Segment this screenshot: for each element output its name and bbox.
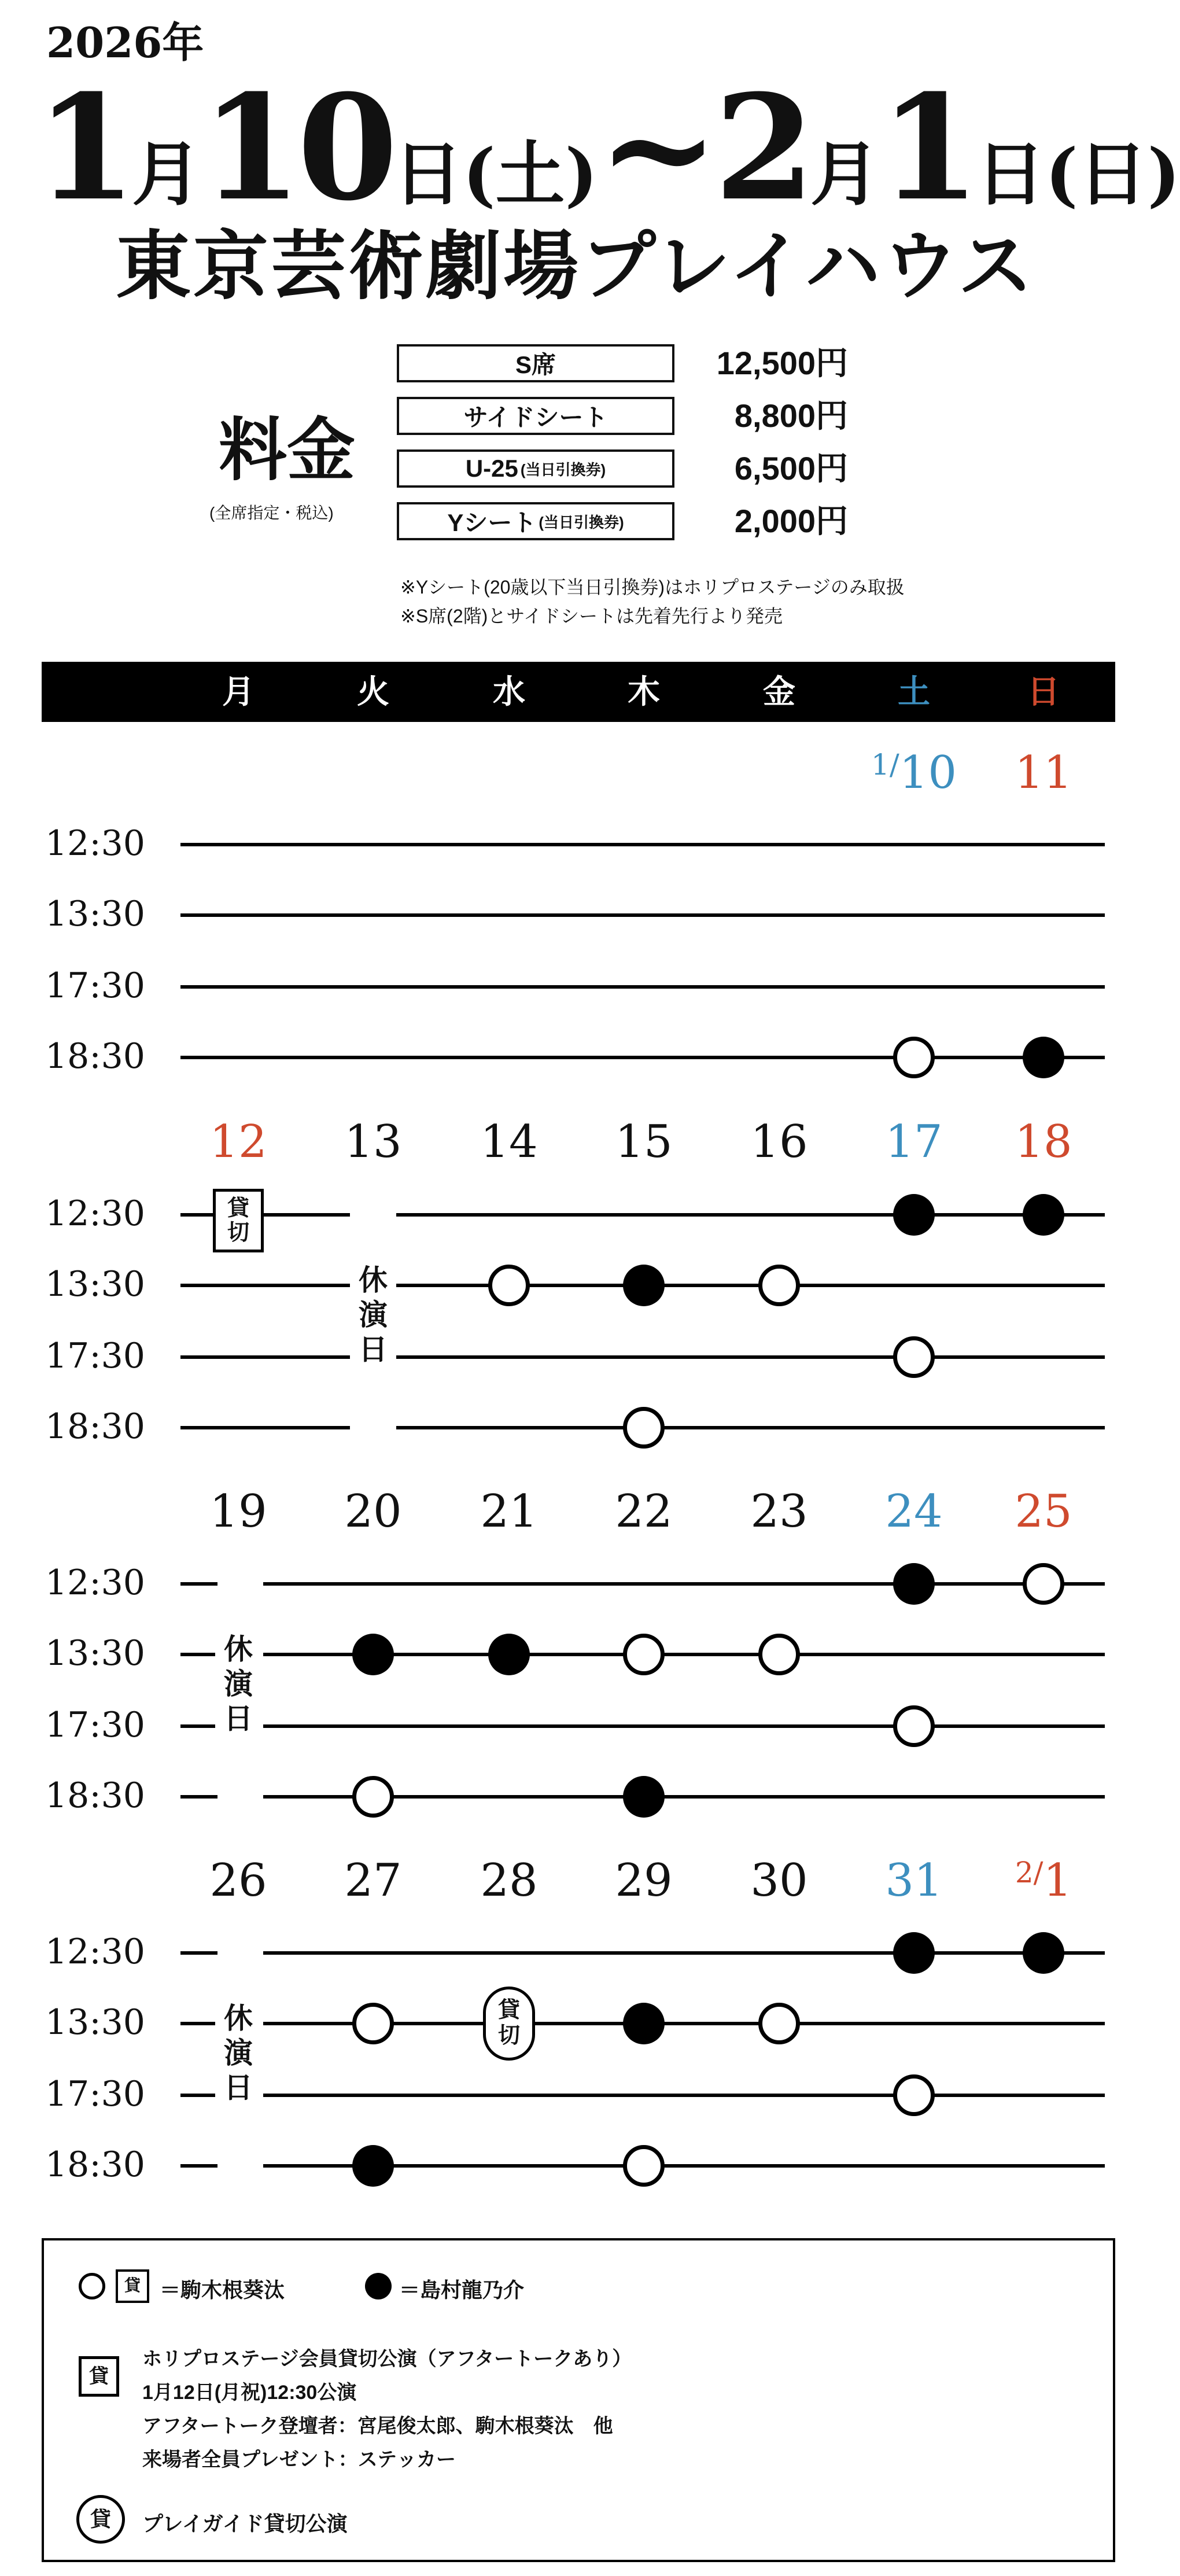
- open-circle-marker: [352, 2003, 394, 2044]
- time-label: 13:30: [45, 1633, 145, 1674]
- seat-type-s: [397, 344, 674, 382]
- open-circle-marker: [893, 2074, 935, 2116]
- time-label: 13:30: [45, 2002, 145, 2043]
- seat-sub: (当日引換券): [539, 513, 624, 531]
- weekday-label: 土: [898, 673, 930, 710]
- seat-type-u25: [397, 449, 674, 488]
- start-month: 1: [36, 62, 132, 233]
- day-number: [856, 1116, 972, 1168]
- day-number: [315, 1855, 431, 1907]
- weekday-label: 日: [1027, 673, 1060, 710]
- filled-circle-marker: [623, 1776, 665, 1818]
- member-kashi-line: 1月12日(月祝)12:30公演: [142, 2382, 357, 2404]
- weekday-label: 火: [357, 673, 389, 710]
- day-number: [451, 1116, 567, 1168]
- price-heading: 料金: [219, 412, 356, 489]
- member-kashi-info: [142, 2342, 632, 2477]
- timeline-row: [180, 1355, 1105, 1359]
- seat-label: Yシート: [447, 509, 537, 536]
- kashi-round-icon: [76, 2495, 125, 2544]
- day-value: 23: [750, 1486, 808, 1538]
- month-prefix: 2/: [1015, 1856, 1043, 1889]
- weekday-label: 金: [763, 673, 795, 710]
- seat-price: 2,000円: [734, 503, 848, 539]
- rest-gap: [217, 1793, 263, 1800]
- rest-gap: [217, 1580, 263, 1587]
- day-number: [721, 1116, 837, 1168]
- timeline-row: [180, 2094, 1105, 2097]
- time-label: 12:30: [45, 1562, 145, 1603]
- day-number: [586, 1855, 702, 1907]
- kashi-char: 貸: [124, 2276, 141, 2294]
- day-value: 14: [480, 1116, 538, 1168]
- month-unit: 月: [810, 134, 880, 215]
- day-number: [721, 1855, 837, 1907]
- day-number: [856, 747, 972, 799]
- day-value: 24: [885, 1486, 943, 1538]
- day-value: 27: [344, 1855, 402, 1907]
- rest-gap: [350, 1424, 396, 1431]
- filled-circle-marker: [488, 1634, 530, 1675]
- rest-day-char: 日: [350, 1335, 396, 1364]
- open-circle-marker: [623, 1634, 665, 1675]
- timeline-row: [180, 843, 1105, 846]
- kashi-square-icon: [116, 2269, 149, 2303]
- day-value: 10: [899, 747, 957, 799]
- seat-sub: (当日引換券): [520, 460, 606, 478]
- rest-gap: [217, 2162, 263, 2169]
- open-circle-marker: [623, 2145, 665, 2187]
- rest-day-char: 演: [215, 2039, 261, 2068]
- seat-type-y: [397, 502, 674, 540]
- open-circle-marker: [758, 1634, 800, 1675]
- member-kashi-line: アフタートーク登壇者：宮尾俊太郎、駒木根葵汰 他: [142, 2415, 613, 2437]
- performance-dates: [36, 62, 1180, 233]
- time-label: 18:30: [45, 1036, 145, 1077]
- price-footnote: ※Yシート(20歳以下当日引換券)はホリプロステージのみ取扱: [400, 577, 905, 598]
- price-note: (全席指定・税込): [209, 504, 334, 522]
- day-number: [986, 747, 1101, 799]
- day-value: 22: [615, 1486, 673, 1538]
- rest-gap: [350, 1211, 396, 1218]
- filled-circle-marker: [1023, 1932, 1064, 1974]
- end-weekday: (日): [1045, 134, 1180, 215]
- day-number: [315, 1116, 431, 1168]
- kashi-char: 切: [227, 1221, 249, 1245]
- start-day: 10: [201, 62, 393, 233]
- day-number: [856, 1855, 972, 1907]
- rest-day-char: 日: [215, 1704, 261, 1733]
- seat-label: S席: [515, 351, 556, 378]
- day-value: 15: [615, 1116, 673, 1168]
- end-day: 1: [879, 62, 976, 233]
- day-value: 25: [1015, 1486, 1072, 1538]
- header-year: 2026年: [46, 18, 204, 67]
- day-unit: 日: [975, 134, 1045, 215]
- filled-circle-marker: [893, 1932, 935, 1974]
- open-circle-label: ＝駒木根葵汰: [160, 2278, 285, 2302]
- timeline-row: [180, 1056, 1105, 1059]
- timeline-row: [180, 985, 1105, 989]
- open-circle-icon: [79, 2273, 105, 2299]
- day-number: [451, 1486, 567, 1538]
- day-value: 1: [1043, 1855, 1072, 1907]
- filled-circle-marker: [623, 2003, 665, 2044]
- guide-kashi-label: プレイガイド貸切公演: [142, 2512, 348, 2536]
- legend-box: [42, 2238, 1115, 2562]
- rest-day-char: 休: [215, 1635, 261, 1664]
- day-value: 26: [209, 1855, 267, 1907]
- kashi-square-icon: [79, 2356, 119, 2397]
- weekday-header-bar: [42, 662, 1115, 722]
- filled-circle-marker: [623, 1265, 665, 1306]
- day-unit: 日: [393, 134, 463, 215]
- time-label: 12:30: [45, 823, 145, 864]
- open-circle-marker: [623, 1407, 665, 1449]
- timeline-row: [180, 1951, 1105, 1955]
- time-label: 13:30: [45, 1264, 145, 1304]
- month-unit: 月: [131, 134, 201, 215]
- kashi-member-badge: [213, 1189, 264, 1252]
- time-label: 13:30: [45, 894, 145, 934]
- kashi-guide-badge: [483, 1987, 535, 2061]
- weekday-label: 月: [222, 673, 255, 710]
- kashi-char: 貸: [497, 1998, 520, 2022]
- day-value: 30: [750, 1855, 808, 1907]
- day-number: [451, 1855, 567, 1907]
- time-label: 17:30: [45, 2074, 145, 2114]
- filled-circle-icon: [365, 2273, 392, 2299]
- kashi-char: 貸: [90, 2507, 111, 2531]
- day-value: 31: [885, 1855, 943, 1907]
- open-circle-marker: [758, 2003, 800, 2044]
- rest-day-char: 休: [350, 1266, 396, 1295]
- day-number: [180, 1116, 296, 1168]
- day-number: [721, 1486, 837, 1538]
- end-month: 2: [714, 62, 810, 233]
- filled-circle-marker: [893, 1194, 935, 1236]
- filled-circle-marker: [1023, 1037, 1064, 1078]
- seat-label: サイドシート: [463, 404, 608, 431]
- time-label: 17:30: [45, 1705, 145, 1745]
- day-number: [986, 1116, 1101, 1168]
- time-label: 12:30: [45, 1193, 145, 1234]
- timeline-row: [180, 1213, 1105, 1217]
- day-number: [856, 1486, 972, 1538]
- day-value: 16: [750, 1116, 808, 1168]
- open-circle-marker: [1023, 1563, 1064, 1605]
- day-value: 21: [480, 1486, 538, 1538]
- timeline-row: [180, 913, 1105, 917]
- day-value: 19: [209, 1486, 267, 1538]
- weekday-label: 水: [493, 673, 525, 710]
- rest-gap: [217, 1949, 263, 1956]
- time-label: 18:30: [45, 2144, 145, 2185]
- day-number: [180, 1855, 296, 1907]
- seat-price: 12,500円: [716, 345, 848, 381]
- time-label: 18:30: [45, 1406, 145, 1447]
- open-circle-marker: [893, 1037, 935, 1078]
- timeline-row: [180, 1724, 1105, 1728]
- day-number: [586, 1486, 702, 1538]
- day-number: [315, 1486, 431, 1538]
- seat-type-side: [397, 397, 674, 435]
- kashi-char: 貸: [89, 2365, 109, 2387]
- time-label: 17:30: [45, 965, 145, 1006]
- month-prefix: 1/: [871, 748, 899, 782]
- day-value: 13: [344, 1116, 402, 1168]
- start-weekday: (土): [462, 134, 598, 215]
- day-value: 28: [480, 1855, 538, 1907]
- filled-circle-marker: [352, 2145, 394, 2187]
- rest-day-char: 演: [350, 1300, 396, 1329]
- filled-circle-marker: [352, 1634, 394, 1675]
- price-footnote: ※S席(2階)とサイドシートは先着先行より発売: [400, 606, 783, 627]
- day-value: 18: [1015, 1116, 1072, 1168]
- time-label: 18:30: [45, 1775, 145, 1816]
- seat-price: 8,800円: [734, 397, 848, 434]
- day-value: 12: [209, 1116, 267, 1168]
- day-number: [586, 1116, 702, 1168]
- open-circle-marker: [893, 1336, 935, 1378]
- rest-day-char: 休: [215, 2004, 261, 2033]
- day-number: [986, 1855, 1101, 1907]
- timeline-row: [180, 1582, 1105, 1586]
- weekday-label: 木: [628, 673, 660, 710]
- day-number: [986, 1486, 1101, 1538]
- filled-circle-marker: [893, 1563, 935, 1605]
- time-label: 12:30: [45, 1932, 145, 1972]
- kashi-char: 切: [497, 2024, 520, 2048]
- filled-circle-marker: [1023, 1194, 1064, 1236]
- day-number: [180, 1486, 296, 1538]
- open-circle-marker: [352, 1776, 394, 1818]
- kashi-char: 貸: [227, 1196, 249, 1221]
- seat-label: U-25: [465, 455, 518, 482]
- date-separator: ~: [598, 62, 714, 233]
- open-circle-marker: [893, 1705, 935, 1747]
- day-value: 11: [1015, 747, 1072, 799]
- member-kashi-line: ホリプロステージ会員貸切公演（アフタートークあり）: [142, 2348, 632, 2370]
- seat-price: 6,500円: [734, 450, 848, 487]
- rest-day-char: 日: [215, 2073, 261, 2102]
- venue-name: 東京芸術劇場プレイハウス: [116, 222, 1035, 310]
- day-value: 29: [615, 1855, 673, 1907]
- rest-day-char: 演: [215, 1670, 261, 1698]
- time-label: 17:30: [45, 1336, 145, 1376]
- filled-circle-label: ＝島村龍乃介: [399, 2278, 525, 2302]
- member-kashi-line: 来場者全員プレゼント：ステッカー: [142, 2449, 456, 2471]
- day-value: 17: [885, 1116, 943, 1168]
- day-value: 20: [344, 1486, 402, 1538]
- open-circle-marker: [488, 1265, 530, 1306]
- open-circle-marker: [758, 1265, 800, 1306]
